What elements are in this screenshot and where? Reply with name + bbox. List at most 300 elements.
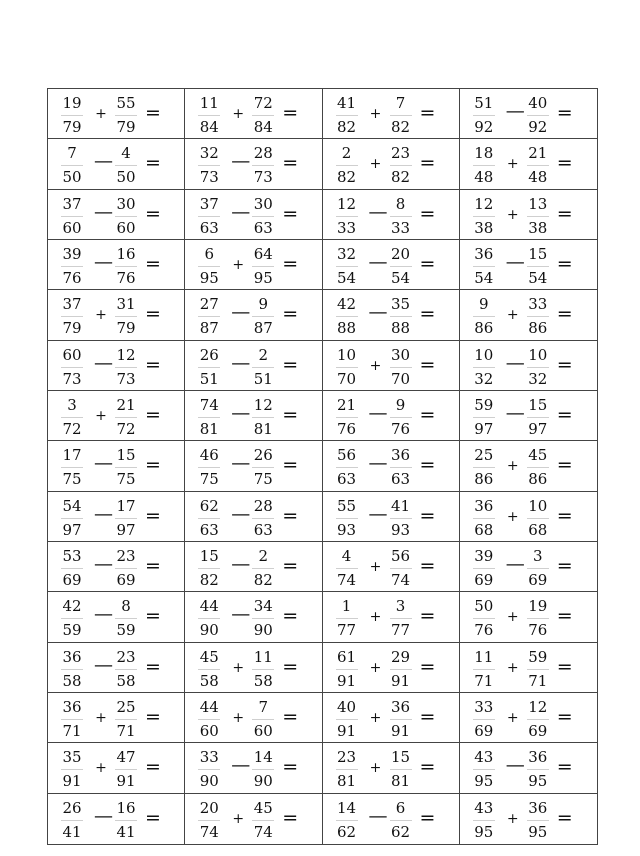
- first-denominator: 91: [336, 671, 357, 690]
- second-numerator: 16: [116, 244, 136, 263]
- problem-cell: [460, 542, 597, 592]
- fraction-bar: [115, 165, 137, 166]
- first-fraction: [330, 346, 364, 388]
- second-numerator: 12: [116, 345, 136, 364]
- second-numerator: 21: [116, 395, 136, 414]
- equals-sign: =: [145, 252, 161, 275]
- second-denominator: 91: [116, 772, 136, 791]
- second-fraction: [109, 346, 143, 388]
- problem-cell: [48, 290, 185, 340]
- first-denominator: 77: [336, 621, 357, 640]
- first-denominator: 75: [62, 470, 82, 489]
- first-numerator: 11: [199, 94, 219, 112]
- equals-sign: =: [419, 152, 436, 175]
- first-denominator: 92: [474, 118, 494, 136]
- operator-sign: —: [231, 200, 251, 223]
- fraction-bar: [252, 518, 274, 519]
- second-fraction: [246, 245, 280, 287]
- problem-cell: [185, 794, 322, 844]
- first-fraction: [55, 295, 89, 337]
- second-numerator: 15: [528, 395, 548, 414]
- second-numerator: 28: [253, 144, 273, 163]
- first-numerator: 33: [474, 697, 494, 716]
- first-denominator: 60: [62, 218, 82, 237]
- problem-cell: [185, 592, 322, 642]
- equals-sign: =: [145, 806, 161, 829]
- equals-sign: =: [145, 102, 161, 124]
- fraction-bar: [336, 467, 358, 468]
- equals-sign: =: [145, 202, 161, 225]
- fraction-bar: [336, 518, 358, 519]
- fraction-bar: [61, 417, 83, 418]
- fraction-bar: [61, 618, 83, 619]
- first-fraction: [192, 547, 226, 589]
- fraction-bar: [473, 820, 495, 821]
- fraction-bar: [527, 165, 549, 166]
- second-denominator: 79: [116, 319, 136, 338]
- fraction-bar: [473, 719, 495, 720]
- second-fraction: [246, 748, 280, 790]
- second-denominator: 95: [528, 772, 548, 791]
- fraction-bar: [61, 518, 83, 519]
- first-denominator: 93: [336, 520, 357, 539]
- first-fraction: [467, 94, 501, 136]
- fraction-bar: [473, 769, 495, 770]
- first-denominator: 71: [474, 671, 494, 690]
- first-fraction: [55, 195, 89, 237]
- first-numerator: 41: [336, 94, 357, 112]
- first-numerator: 43: [474, 798, 494, 817]
- second-numerator: 14: [253, 748, 273, 767]
- first-fraction: [467, 396, 501, 438]
- fraction-bar: [115, 115, 137, 116]
- second-fraction: [384, 547, 418, 589]
- operator-sign: —: [368, 250, 388, 273]
- first-denominator: 58: [199, 671, 219, 690]
- second-fraction: [521, 295, 555, 337]
- problem-cell: [460, 592, 597, 642]
- second-fraction: [384, 245, 418, 287]
- equals-sign: =: [556, 454, 573, 477]
- first-fraction: [192, 245, 226, 287]
- equals-sign: =: [556, 705, 573, 728]
- operator-sign: —: [231, 502, 251, 525]
- operator-sign: +: [369, 609, 382, 626]
- second-numerator: 45: [253, 798, 273, 817]
- equals-sign: =: [419, 655, 436, 678]
- second-fraction: [384, 346, 418, 388]
- first-denominator: 76: [474, 621, 494, 640]
- first-fraction: [467, 547, 501, 589]
- fraction-bar: [115, 316, 137, 317]
- operator-sign: +: [369, 357, 382, 374]
- second-numerator: 40: [528, 94, 548, 112]
- second-fraction: [521, 144, 555, 186]
- fraction-bar: [390, 568, 412, 569]
- fraction-bar: [473, 669, 495, 670]
- second-fraction: [109, 94, 143, 136]
- first-numerator: 4: [341, 546, 352, 565]
- first-numerator: 7: [67, 144, 77, 163]
- second-fraction: [109, 295, 143, 337]
- fraction-bar: [527, 367, 549, 368]
- problem-cell: [460, 190, 597, 240]
- fraction-bar: [336, 216, 358, 217]
- problem-cell: [323, 139, 460, 189]
- second-denominator: 38: [528, 218, 548, 237]
- second-denominator: 63: [390, 470, 411, 489]
- operator-sign: —: [505, 754, 525, 777]
- first-denominator: 48: [474, 168, 494, 187]
- operator-sign: +: [232, 256, 245, 273]
- fraction-bar: [198, 115, 220, 116]
- problem-cell: [185, 643, 322, 693]
- equals-sign: =: [145, 152, 161, 175]
- equals-sign: =: [419, 454, 436, 477]
- second-numerator: 9: [258, 295, 269, 314]
- fraction-bar: [198, 367, 220, 368]
- operator-sign: —: [505, 552, 525, 575]
- first-denominator: 71: [62, 721, 82, 740]
- operator-sign: —: [94, 250, 113, 273]
- operator-sign: —: [94, 653, 113, 676]
- first-fraction: [55, 144, 89, 186]
- fraction-bar: [252, 719, 274, 720]
- second-denominator: 60: [116, 218, 136, 237]
- first-denominator: 75: [199, 470, 219, 489]
- second-fraction: [109, 396, 143, 438]
- second-denominator: 71: [528, 671, 548, 690]
- operator-sign: —: [94, 200, 113, 223]
- second-fraction: [246, 597, 280, 639]
- first-denominator: 63: [336, 470, 357, 489]
- second-numerator: 23: [390, 144, 411, 163]
- fraction-bar: [390, 719, 412, 720]
- second-numerator: 19: [528, 597, 548, 616]
- second-denominator: 60: [253, 721, 273, 740]
- first-fraction: [192, 698, 226, 740]
- first-numerator: 6: [204, 244, 215, 263]
- second-fraction: [384, 195, 418, 237]
- operator-sign: +: [95, 106, 107, 122]
- first-numerator: 60: [62, 345, 82, 364]
- problem-cell: [323, 492, 460, 542]
- second-numerator: 36: [528, 748, 548, 767]
- first-numerator: 27: [199, 295, 219, 314]
- second-fraction: [521, 799, 555, 841]
- fraction-bar: [336, 719, 358, 720]
- operator-sign: +: [506, 508, 519, 525]
- fraction-bar: [61, 316, 83, 317]
- second-numerator: 29: [390, 647, 411, 666]
- problem-cell: [323, 290, 460, 340]
- first-fraction: [192, 597, 226, 639]
- first-denominator: 82: [199, 570, 219, 589]
- second-fraction: [521, 547, 555, 589]
- second-numerator: 31: [116, 295, 136, 314]
- first-denominator: 87: [199, 319, 219, 338]
- first-numerator: 46: [199, 446, 219, 465]
- operator-sign: —: [231, 603, 251, 626]
- second-numerator: 55: [116, 94, 136, 112]
- equals-sign: =: [145, 756, 161, 779]
- second-fraction: [246, 195, 280, 237]
- fraction-bar: [473, 417, 495, 418]
- fraction-bar: [61, 266, 83, 267]
- first-denominator: 72: [62, 419, 82, 438]
- first-denominator: 58: [62, 671, 82, 690]
- second-denominator: 82: [390, 168, 411, 187]
- problem-cell: [185, 240, 322, 290]
- fraction-bar: [390, 417, 412, 418]
- fraction-bar: [390, 669, 412, 670]
- problem-cell: [185, 190, 322, 240]
- first-fraction: [330, 547, 364, 589]
- operator-sign: +: [506, 709, 519, 726]
- fraction-bar: [252, 568, 274, 569]
- second-numerator: 25: [116, 697, 136, 716]
- first-numerator: 3: [67, 395, 77, 414]
- second-numerator: 12: [253, 395, 273, 414]
- problem-cell: [323, 441, 460, 491]
- first-fraction: [55, 396, 89, 438]
- fraction-bar: [527, 618, 549, 619]
- second-fraction: [109, 195, 143, 237]
- fraction-bar: [473, 367, 495, 368]
- first-fraction: [330, 94, 364, 136]
- first-numerator: 42: [336, 295, 357, 314]
- fraction-bar: [115, 216, 137, 217]
- operator-sign: +: [95, 709, 107, 726]
- second-denominator: 69: [116, 570, 136, 589]
- first-fraction: [55, 748, 89, 790]
- fraction-bar: [527, 769, 549, 770]
- equals-sign: =: [556, 655, 573, 678]
- first-fraction: [467, 295, 501, 337]
- second-denominator: 90: [253, 621, 273, 640]
- first-fraction: [467, 698, 501, 740]
- fraction-bar: [115, 669, 137, 670]
- second-fraction: [521, 195, 555, 237]
- second-numerator: 11: [253, 647, 273, 666]
- equals-sign: =: [419, 202, 436, 225]
- second-denominator: 76: [528, 621, 548, 640]
- operator-sign: —: [231, 452, 251, 475]
- fraction-bar: [390, 367, 412, 368]
- first-numerator: 37: [62, 295, 82, 314]
- second-numerator: 56: [390, 546, 411, 565]
- second-denominator: 79: [116, 118, 136, 136]
- second-fraction: [521, 698, 555, 740]
- first-fraction: [330, 497, 364, 539]
- equals-sign: =: [419, 756, 436, 779]
- fraction-bar: [61, 216, 83, 217]
- problem-cell: [48, 743, 185, 793]
- problem-cell: [185, 89, 322, 139]
- first-fraction: [467, 346, 501, 388]
- first-fraction: [55, 446, 89, 488]
- operator-sign: —: [368, 200, 388, 223]
- second-fraction: [246, 396, 280, 438]
- first-numerator: 54: [62, 496, 82, 515]
- first-denominator: 95: [199, 268, 219, 287]
- first-numerator: 35: [62, 748, 82, 767]
- fraction-bar: [252, 216, 274, 217]
- first-denominator: 97: [62, 520, 82, 539]
- operator-sign: +: [506, 206, 519, 223]
- second-numerator: 30: [116, 194, 136, 213]
- equals-sign: =: [556, 504, 573, 527]
- operator-sign: +: [506, 307, 519, 324]
- first-denominator: 76: [62, 268, 82, 287]
- first-fraction: [330, 748, 364, 790]
- equals-sign: =: [282, 705, 299, 728]
- problem-cell: [323, 341, 460, 391]
- fraction-bar: [61, 467, 83, 468]
- first-denominator: 54: [474, 268, 494, 287]
- equals-sign: =: [282, 605, 299, 628]
- second-numerator: 45: [528, 446, 548, 465]
- first-numerator: 21: [336, 395, 357, 414]
- first-fraction: [330, 245, 364, 287]
- fraction-bar: [115, 518, 137, 519]
- second-fraction: [246, 446, 280, 488]
- second-fraction: [521, 648, 555, 690]
- fraction-bar: [252, 367, 274, 368]
- fraction-bar: [390, 769, 412, 770]
- second-numerator: 23: [116, 546, 136, 565]
- second-denominator: 93: [390, 520, 411, 539]
- first-denominator: 79: [62, 118, 82, 136]
- first-fraction: [467, 497, 501, 539]
- second-numerator: 8: [395, 194, 406, 213]
- first-numerator: 43: [474, 748, 494, 767]
- first-denominator: 84: [199, 118, 219, 136]
- equals-sign: =: [419, 353, 436, 376]
- fraction-bar: [390, 316, 412, 317]
- second-denominator: 75: [253, 470, 273, 489]
- first-fraction: [55, 547, 89, 589]
- first-fraction: [467, 748, 501, 790]
- second-fraction: [384, 144, 418, 186]
- first-numerator: 51: [474, 94, 494, 112]
- second-denominator: 76: [116, 268, 136, 287]
- second-fraction: [384, 396, 418, 438]
- operator-sign: —: [231, 301, 251, 324]
- fraction-bar: [473, 618, 495, 619]
- second-numerator: 30: [253, 194, 273, 213]
- second-denominator: 72: [116, 419, 136, 438]
- fraction-bar: [198, 719, 220, 720]
- first-fraction: [55, 497, 89, 539]
- equals-sign: =: [282, 403, 299, 426]
- second-fraction: [384, 799, 418, 841]
- second-fraction: [521, 748, 555, 790]
- fraction-bar: [390, 216, 412, 217]
- problem-cell: [48, 693, 185, 743]
- fraction-bar: [198, 216, 220, 217]
- problem-cell: [185, 341, 322, 391]
- second-numerator: 36: [390, 697, 411, 716]
- equals-sign: =: [145, 605, 161, 628]
- second-numerator: 28: [253, 496, 273, 515]
- operator-sign: —: [368, 804, 388, 827]
- fraction-bar: [252, 669, 274, 670]
- second-numerator: 15: [528, 244, 548, 263]
- first-denominator: 50: [62, 168, 82, 187]
- fraction-bar: [61, 367, 83, 368]
- equals-sign: =: [556, 756, 573, 779]
- second-numerator: 9: [395, 395, 406, 414]
- second-fraction: [246, 346, 280, 388]
- first-numerator: 55: [336, 496, 357, 515]
- operator-sign: +: [232, 709, 245, 726]
- first-numerator: 56: [336, 446, 357, 465]
- first-numerator: 1: [341, 597, 352, 616]
- second-denominator: 41: [116, 822, 136, 841]
- first-denominator: 79: [62, 319, 82, 338]
- fraction-bar: [473, 216, 495, 217]
- first-denominator: 91: [336, 721, 357, 740]
- second-numerator: 17: [116, 496, 136, 515]
- second-numerator: 36: [528, 798, 548, 817]
- second-fraction: [109, 597, 143, 639]
- first-denominator: 69: [62, 570, 82, 589]
- first-numerator: 12: [336, 194, 357, 213]
- fraction-bar: [390, 467, 412, 468]
- first-fraction: [467, 648, 501, 690]
- first-numerator: 59: [474, 395, 494, 414]
- first-numerator: 10: [474, 345, 494, 364]
- problem-cell: [460, 139, 597, 189]
- first-denominator: 60: [199, 721, 219, 740]
- problem-cell: [460, 643, 597, 693]
- second-denominator: 87: [253, 319, 273, 338]
- problem-cell: [323, 190, 460, 240]
- first-fraction: [192, 799, 226, 841]
- second-denominator: 77: [390, 621, 411, 640]
- operator-sign: +: [506, 609, 519, 626]
- fraction-bar: [527, 216, 549, 217]
- problem-cell: [48, 441, 185, 491]
- problem-cell: [48, 89, 185, 139]
- operator-sign: +: [369, 106, 382, 122]
- second-fraction: [521, 497, 555, 539]
- first-denominator: 76: [336, 419, 357, 438]
- fraction-bar: [61, 669, 83, 670]
- fraction-bar: [115, 266, 137, 267]
- second-denominator: 32: [528, 369, 548, 388]
- problem-cell: [48, 190, 185, 240]
- first-numerator: 44: [199, 697, 219, 716]
- second-numerator: 8: [121, 597, 131, 616]
- first-numerator: 74: [199, 395, 219, 414]
- second-numerator: 2: [258, 345, 269, 364]
- problem-cell: [185, 743, 322, 793]
- first-denominator: 41: [62, 822, 82, 841]
- first-denominator: 97: [474, 419, 494, 438]
- equals-sign: =: [282, 252, 299, 275]
- operator-sign: +: [95, 760, 107, 777]
- second-denominator: 97: [116, 520, 136, 539]
- operator-sign: +: [369, 156, 382, 173]
- second-fraction: [246, 144, 280, 186]
- equals-sign: =: [282, 303, 299, 326]
- fraction-bar: [252, 769, 274, 770]
- first-numerator: 26: [62, 798, 82, 817]
- equals-sign: =: [419, 252, 436, 275]
- fraction-bar: [198, 820, 220, 821]
